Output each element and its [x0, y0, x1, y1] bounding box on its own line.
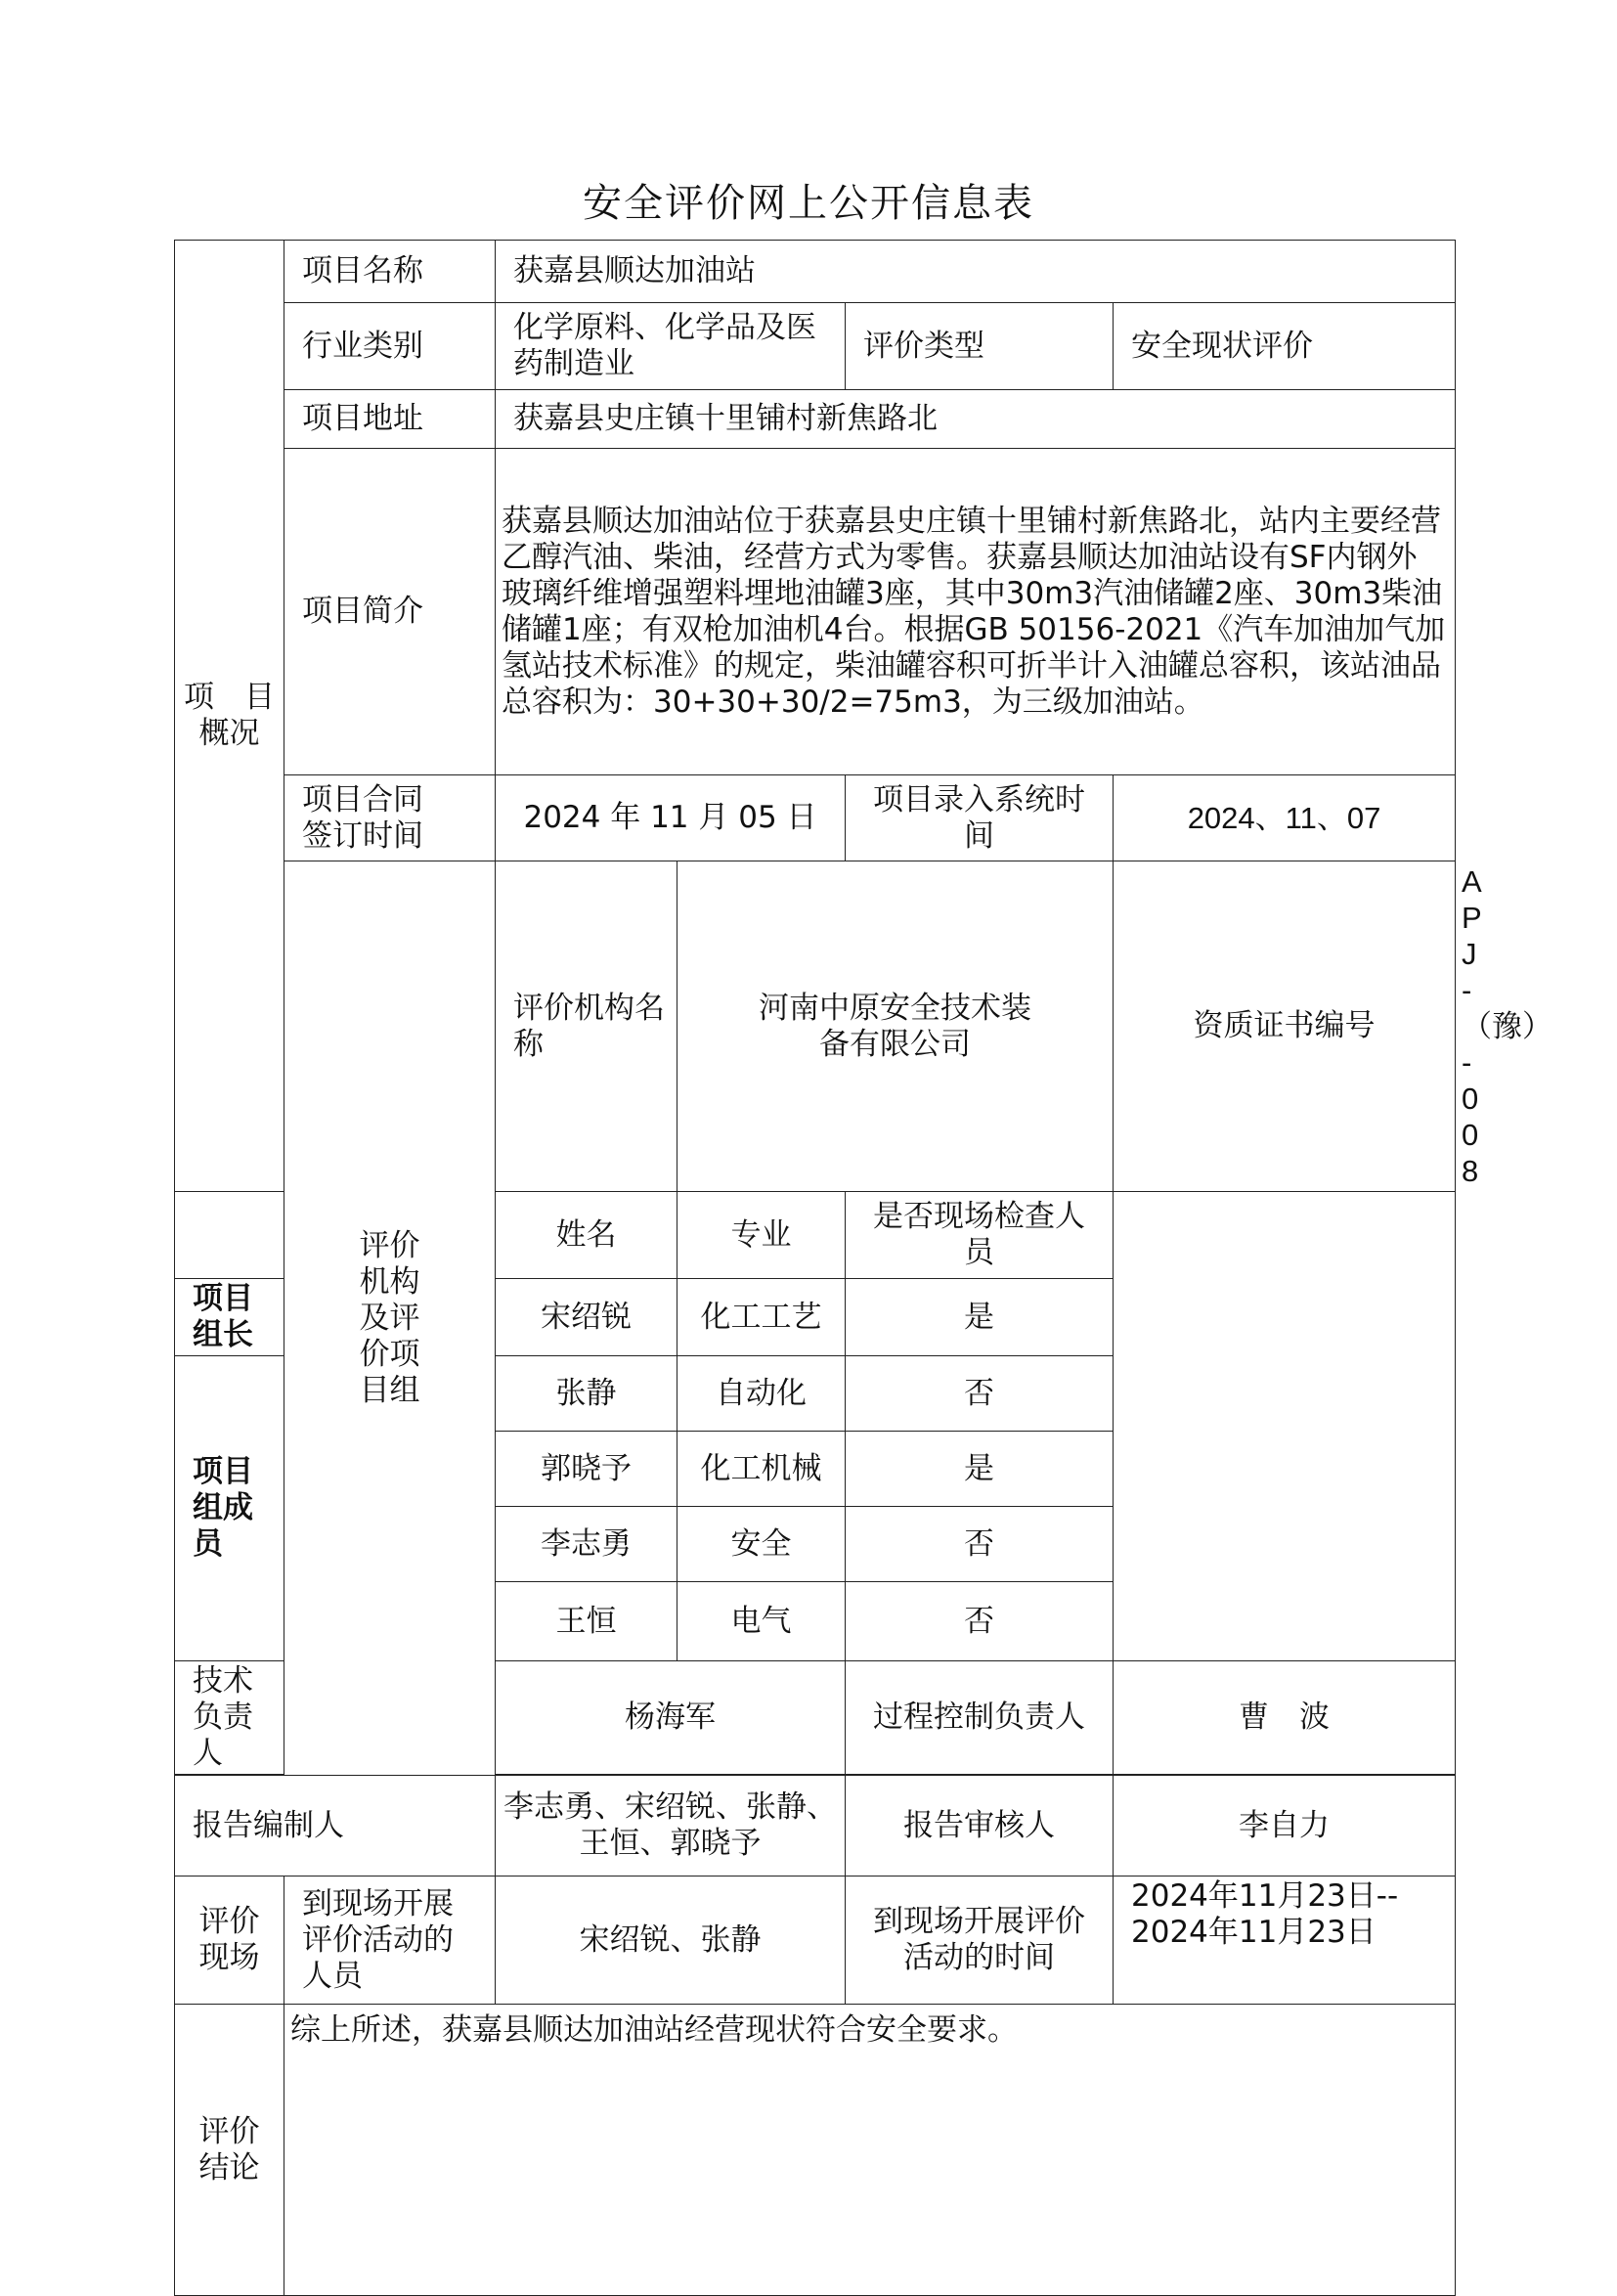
- member-name: 李志勇: [496, 1507, 677, 1582]
- site-time-label: 到现场开展评价 活动的时间: [846, 1877, 1114, 2005]
- tech-lead-value: 杨海军: [496, 1661, 846, 1775]
- row-contract: [175, 775, 1456, 861]
- conclusion-text: 综上所述，获嘉县顺达加油站经营现状符合安全要求。: [284, 2005, 1456, 2296]
- member-name: 宋绍锐: [496, 1279, 677, 1356]
- member-major: 化工机械: [677, 1432, 846, 1507]
- row-project-name: [175, 241, 1456, 303]
- member-major: 电气: [677, 1582, 846, 1661]
- address-value: 获嘉县史庄镇十里铺村新焦路北: [496, 390, 1456, 449]
- project-name-label: 项目名称: [284, 241, 496, 303]
- reviewer-label: 报告审核人: [846, 1776, 1114, 1877]
- col-onsite-header: 是否现场检查人 员: [846, 1192, 1114, 1279]
- member-major: 自动化: [677, 1356, 846, 1432]
- members-label: 项目组成员: [175, 1356, 284, 1661]
- reviewer-value: 李自力: [1114, 1776, 1456, 1877]
- process-lead-value: 曹 波: [1114, 1661, 1456, 1775]
- row-site: [175, 1877, 1456, 2005]
- intro-text: 获嘉县顺达加油站位于获嘉县史庄镇十里铺村新焦路北，站内主要经营乙醇汽油、柴油，经营方式为零售。获嘉县顺达加油站设有SF内钢外玻璃纤维增强塑料埋地油罐3座，其中30m3汽油储罐2座、30m3柴油储罐1座；有双枪加油机4台。根据GB 50156-2021《汽车加油加气加氢站技术标准》的规定，柴油罐容积可折半计入油罐总容积，该站油品总容积为：30+30+30/2=75m3，为三级加油站。: [496, 449, 1456, 775]
- site-time-value: 2024年11月23日-- 2024年11月23日: [1114, 1877, 1456, 2005]
- row-org: 评价 机构 及评 价项 目组 评价机构名 称 河南中原安全技术装 备有限公司 资质证书编号 APJ-（豫）-008: [175, 861, 1456, 1192]
- member-onsite: 是: [846, 1279, 1114, 1356]
- member-onsite: 否: [846, 1582, 1114, 1661]
- member-major: 安全: [677, 1507, 846, 1582]
- tech-lead-label: 技术负责人: [175, 1661, 284, 1775]
- member-name: 张静: [496, 1356, 677, 1432]
- row-intro: [175, 449, 1456, 775]
- document-title: 安全评价网上公开信息表: [583, 181, 1034, 226]
- author-label: 报告编制人: [175, 1776, 496, 1877]
- member-major: 化工工艺: [677, 1279, 846, 1356]
- member-onsite: 是: [846, 1432, 1114, 1507]
- section-overview-label: 项 目 概况: [175, 241, 284, 1192]
- section-conclusion-label: 评价 结论: [175, 2005, 284, 2296]
- eval-type-value: 安全现状评价: [1114, 303, 1456, 390]
- info-table: [174, 240, 1552, 2296]
- site-people-value: 宋绍锐、张静: [496, 1877, 846, 2005]
- leader-label: 项目组长: [175, 1279, 284, 1356]
- eval-type-label: 评价类型: [846, 303, 1114, 390]
- col-name-header: 姓名: [496, 1192, 677, 1279]
- entry-label: 项目录入系统时 间: [846, 775, 1114, 861]
- team-blank-cell: [1114, 1192, 1456, 1661]
- industry-value: 化学原料、化学品及医药制造业: [496, 303, 846, 390]
- cert-label: 资质证书编号: [1114, 861, 1456, 1192]
- authors-value: 李志勇、宋绍锐、张静、 王恒、郭晓予: [496, 1776, 846, 1877]
- site-people-label: 到现场开展 评价活动的 人员: [284, 1877, 496, 2005]
- team-header-blank: [175, 1192, 284, 1279]
- row-address: [175, 390, 1456, 449]
- contract-date: 2024 年 11 月 05 日: [496, 775, 846, 861]
- org-name: 河南中原安全技术装 备有限公司: [677, 861, 1114, 1192]
- member-onsite: 否: [846, 1507, 1114, 1582]
- section-agency-label: 评价 机构 及评 价项 目组: [284, 861, 496, 1776]
- col-major-header: 专业: [677, 1192, 846, 1279]
- contract-label: 项目合同 签订时间: [284, 775, 496, 861]
- project-name-value: 获嘉县顺达加油站: [496, 241, 1456, 303]
- row-conclusion: [175, 2005, 1456, 2296]
- intro-label: 项目简介: [284, 449, 496, 775]
- entry-date: 2024、11、07: [1114, 775, 1456, 861]
- member-name: 王恒: [496, 1582, 677, 1661]
- process-lead-label: 过程控制负责人: [846, 1661, 1114, 1775]
- org-label: 评价机构名 称: [496, 861, 677, 1192]
- row-report: [175, 1776, 1456, 1877]
- member-name: 郭晓予: [496, 1432, 677, 1507]
- industry-label: 行业类别: [284, 303, 496, 390]
- section-site-label: 评价 现场: [175, 1877, 284, 2005]
- member-onsite: 否: [846, 1356, 1114, 1432]
- address-label: 项目地址: [284, 390, 496, 449]
- row-industry: [175, 303, 1456, 390]
